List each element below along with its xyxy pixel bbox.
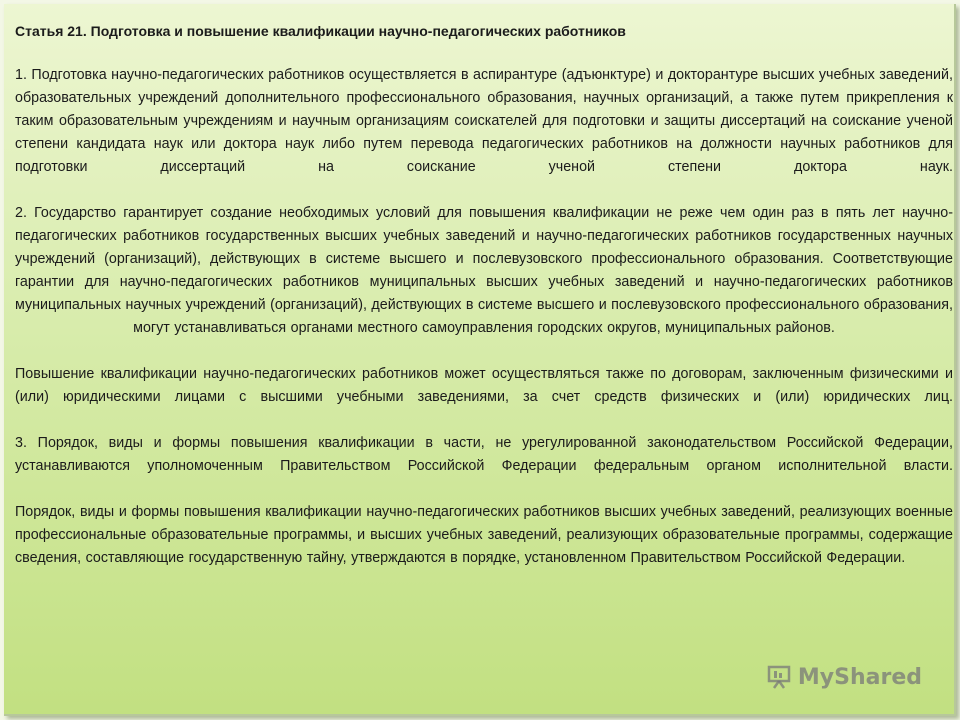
article-content xyxy=(15,20,953,593)
myshared-watermark xyxy=(766,664,922,690)
paragraph-4: 3. Порядок, виды и формы повышения квалификации в части, не урегулированной законодательством Российской Федерации, устанавливаются уполномоченным Правительством Российской Федерации федеральным органом исполнительной власти. xyxy=(15,435,953,474)
paragraph-5: Порядок, виды и формы повышения квалификации научно-педагогических работников высших учебных заведений, реализующих военные профессиональные образовательные программы, и высших учебных заведений, реализующих образовательные программы, содержащие сведения, составляющие государственную тайну, утверждаются в порядке, установленном Правительством Российской Федерации. xyxy=(15,504,953,566)
watermark-text: MyShared xyxy=(797,664,922,690)
paragraph-3: Повышение квалификации научно-педагогических работников может осуществляться также по договорам, заключенным физическими и (или) юридическими лицами с высшими учебными заведениями, за счет средств физических и (или) юридических лиц. xyxy=(15,366,953,405)
article-title: Статья 21. Подготовка и повышение квалификации научно-педагогических работников xyxy=(15,23,626,39)
presentation-board-icon xyxy=(766,664,792,690)
paragraph-1: 1. Подготовка научно-педагогических работников осуществляется в аспирантуре (адъюнктуре) и докторантуре высших учебных заведений, образовательных учреждений дополнительного профессионального образования, научных организаций, а также путем прикрепления к таким образовательным учреждениям и научным организациям соискателей для подготовки и защиты диссертаций на соискание ученой степени кандидата наук или доктора наук либо путем перевода педагогических работников на должности научных работников для подготовки диссертаций на соискание ученой степени доктора наук. xyxy=(15,67,953,175)
paragraph-2: 2. Государство гарантирует создание необходимых условий для повышения квалификации не реже чем один раз в пять лет научно-педагогических работников государственных высших учебных заведений и научно-педагогических работников государственных научных учреждений (организаций), действующих в системе высшего и послевузовского профессионального образования. Соответствующие гарантии для научно-педагогических работников муниципальных высших учебных заведений и научно-педагогических работников муниципальных научных учреждений (организаций), действующих в системе высшего и послевузовского профессионального образования, могут устанавливаться органами местного самоуправления городских округов, муниципальных районов. xyxy=(15,205,953,336)
green-text-panel xyxy=(4,4,956,716)
